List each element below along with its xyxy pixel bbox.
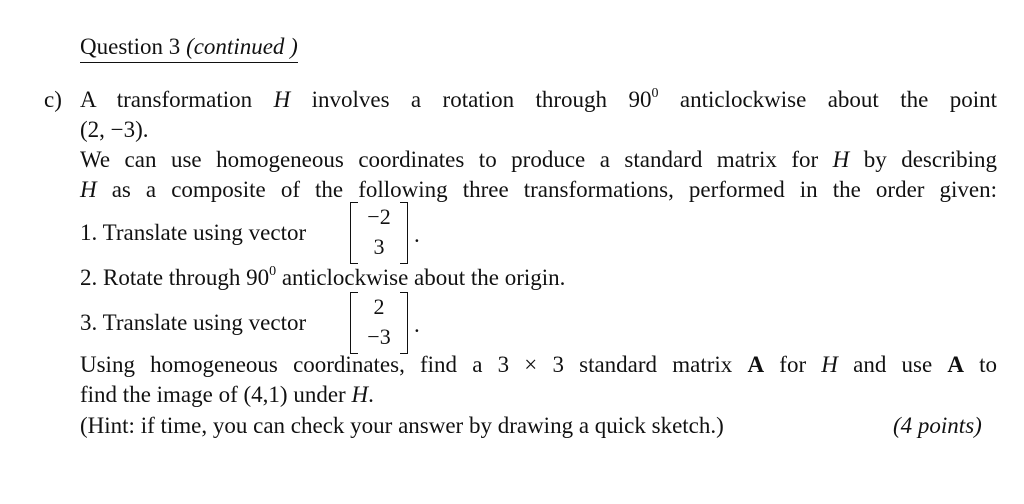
- points-label: (4 points): [893, 413, 982, 438]
- matrix-a-symbol: A: [747, 352, 765, 377]
- step2-text: [80, 264, 565, 292]
- line5-c: and use: [853, 352, 933, 377]
- line1-a: A transformation: [80, 87, 253, 112]
- heading-sub: (continued ): [186, 34, 298, 59]
- text-line-3: [80, 146, 997, 174]
- line5-d: to: [979, 352, 998, 377]
- vector-top: −2: [367, 204, 391, 229]
- text-line-1: [80, 86, 997, 114]
- step3-text: 3. Translate using vector: [80, 310, 307, 335]
- var-h: H: [832, 147, 850, 172]
- vector-step1: [350, 202, 408, 264]
- line1-b-wrap: [312, 87, 659, 112]
- line5-a: Using homogeneous coordinates, find a 3 × 3 standard matrix: [80, 352, 733, 377]
- line6-b: .: [368, 382, 374, 407]
- var-h: H: [273, 87, 291, 112]
- step2-a: 2. Rotate through 90: [80, 265, 270, 290]
- text-line-6: [80, 381, 374, 409]
- degree-sup: 0: [269, 264, 277, 279]
- line1-b: involves a rotation through 90: [311, 87, 652, 112]
- text-line-5: [80, 351, 997, 379]
- var-h: H: [351, 382, 369, 407]
- vector-step3: [350, 292, 408, 354]
- vector-bottom: 3: [373, 234, 385, 259]
- var-h: H: [821, 352, 838, 377]
- matrix-a-symbol: A: [947, 352, 964, 377]
- step3-end: .: [414, 312, 420, 337]
- line6-a: find the image of (4,1) under: [80, 382, 346, 407]
- vector-bottom: −3: [367, 324, 391, 349]
- part-label: c): [44, 87, 62, 112]
- line4-rest: as a composite of the following three transformations, performed in the order given:: [111, 177, 998, 202]
- line3-a: We can use homogeneous coordinates to produce a standard matrix for: [80, 147, 819, 172]
- step1-text: 1. Translate using vector: [80, 220, 307, 245]
- step1-end: .: [414, 222, 420, 247]
- degree-sup: 0: [651, 86, 659, 101]
- var-h: H: [80, 177, 97, 202]
- text-line-4: [80, 176, 997, 204]
- hint-text: (Hint: if time, you can check your answer by drawing a quick sketch.): [80, 413, 724, 438]
- line3-b: by describing: [863, 147, 998, 172]
- heading-main: Question 3: [80, 34, 181, 59]
- vector-top: 2: [373, 294, 385, 319]
- step2-b: anticlockwise about the origin.: [281, 265, 566, 290]
- line5-b: for: [779, 352, 807, 377]
- question-heading: [80, 33, 298, 63]
- line1-c: anticlockwise about the point: [679, 87, 998, 112]
- text-line-2: (2, −3).: [80, 117, 149, 142]
